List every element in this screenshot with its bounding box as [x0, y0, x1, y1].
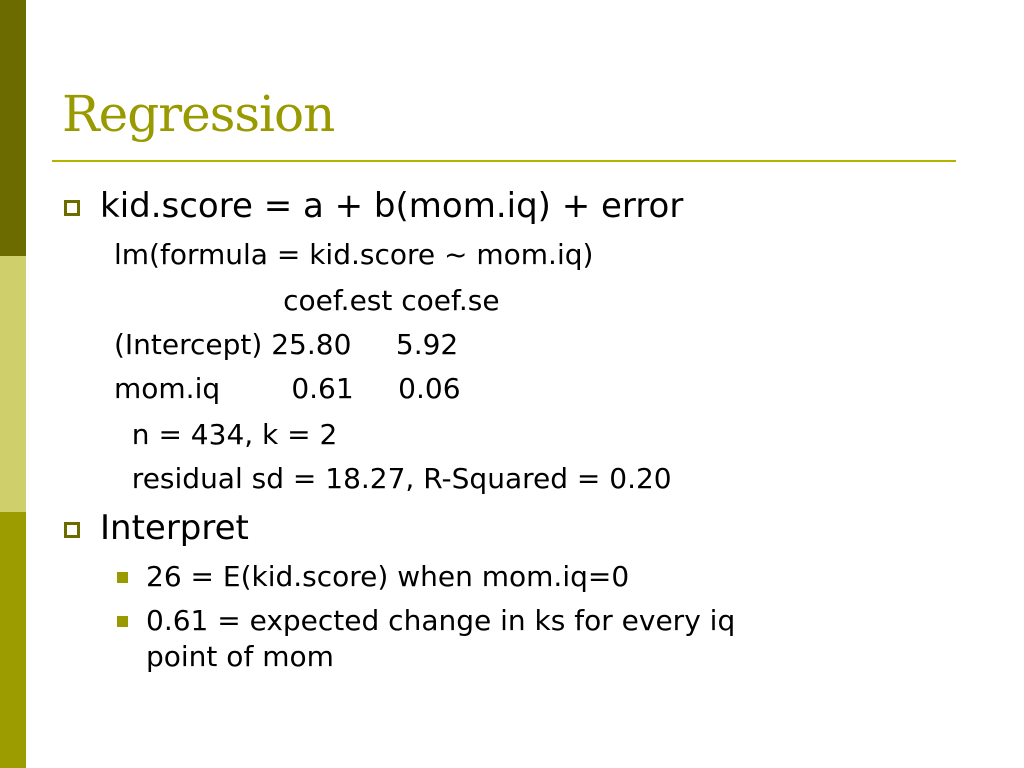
- sidebar-segment-mid: [0, 512, 26, 768]
- filled-square-bullet-icon: [117, 616, 128, 627]
- decorative-sidebar: [0, 0, 26, 768]
- sub-bullet-2-continuation: point of mom: [146, 640, 334, 673]
- sub-bullet-2-text: 0.61 = expected change in ks for every iq: [146, 604, 736, 637]
- sub-bullet-1-text: 26 = E(kid.score) when mom.iq=0: [146, 560, 630, 593]
- residual-sd-line: residual sd = 18.27, R-Squared = 0.20: [114, 462, 672, 495]
- regression-call-line: lm(formula = kid.score ~ mom.iq): [114, 238, 594, 271]
- mom-iq-row: mom.iq 0.61 0.06: [114, 372, 461, 405]
- filled-square-bullet-icon: [117, 572, 128, 583]
- bullet-2-text: Interpret: [100, 508, 249, 548]
- hollow-square-bullet-icon: [64, 522, 80, 538]
- bullet-1-text: kid.score = a + b(mom.iq) + error: [100, 186, 684, 226]
- sidebar-segment-light: [0, 256, 26, 512]
- sample-size-line: n = 434, k = 2: [114, 418, 338, 451]
- coef-header-line: coef.est coef.se: [114, 284, 500, 317]
- title-divider: [52, 160, 956, 162]
- slide-title: Regression: [62, 85, 335, 143]
- hollow-square-bullet-icon: [64, 200, 80, 216]
- sidebar-segment-dark: [0, 0, 26, 256]
- intercept-row: (Intercept) 25.80 5.92: [114, 328, 459, 361]
